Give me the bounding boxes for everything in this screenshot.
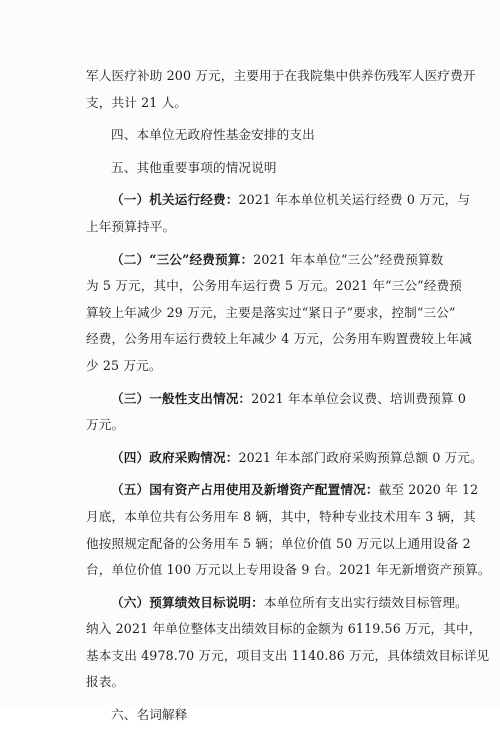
subsection-5-text: 截至 2020 年 12	[378, 482, 479, 498]
subsection-5-title: （五）国有资产占用使用及新增资产配置情况：	[111, 482, 379, 498]
subsection-5-line: 月底，本单位共有公务用车 8 辆，其中，特种专业技术用车 3 辆，其	[86, 508, 476, 524]
subsection-1-text: 2021 年本单位机关运行经费 0 万元，与	[238, 192, 471, 208]
subsection-4-line	[86, 445, 483, 472]
subsection-6-line: 报表。	[86, 674, 125, 690]
subsection-1-title: （一）机关运行经费：	[111, 192, 239, 208]
subsection-2-line	[86, 247, 444, 274]
section-heading-6: 六、名词解释	[111, 707, 188, 723]
subsection-2-line: 经费，公务用车运行费较上年减少 4 万元，公务用车购置费较上年减	[86, 331, 473, 347]
subsection-6-title: （六）预算绩效目标说明：	[111, 594, 264, 610]
subsection-2-title: （二）“三公”经费预算：	[111, 251, 254, 267]
subsection-6-line: 纳入 2021 年单位整体支出绩效目标的金额为 6119.56 万元，其中，	[86, 621, 482, 637]
subsection-3-title: （三）一般性支出情况：	[111, 390, 252, 406]
paragraph-line: 军人医疗补助 200 万元，主要用于在我院集中供养伤残军人医疗费开	[86, 68, 476, 83]
subsection-3-text: 2021 年本单位会议费、培训费预算 0	[251, 390, 466, 406]
subsection-4-text: 2021 年本部门政府采购预算总额 0 万元。	[238, 449, 483, 465]
subsection-6-text: 本单位所有支出实行绩效目标管理。	[263, 594, 468, 610]
subsection-5-line	[86, 477, 479, 504]
subsection-1-line	[86, 187, 471, 214]
document-body	[86, 63, 491, 729]
subsection-1-line: 上年预算持平。	[86, 218, 176, 234]
subsection-2-line: 少 25 万元。	[86, 357, 162, 373]
subsection-4-title: （四）政府采购情况：	[111, 449, 239, 465]
subsection-5-line: 台，单位价值 100 万元以上专用设备 9 台。2021 年无新增资产预算。	[86, 562, 491, 578]
section-heading-5: 五、其他重要事项的情况说明	[111, 159, 277, 175]
subsection-6-line: 基本支出 4978.70 万元，项目支出 1140.86 万元，具体绩效目标详见	[86, 647, 490, 663]
subsection-6-line	[86, 590, 468, 617]
subsection-3-line: 万元。	[86, 417, 125, 433]
subsection-2-line: 算较上年减少 29 万元，主要是落实过“紧日子”要求，控制“三公”	[86, 304, 456, 320]
paragraph-line: 支，共计 21 人。	[86, 94, 188, 110]
section-heading-4: 四、本单位无政府性基金安排的支出	[111, 127, 315, 143]
subsection-5-line: 他按照规定配备的公务用车 5 辆；单位价值 50 万元以上通用设备 2	[86, 535, 471, 551]
subsection-2-text: 2021 年本单位“三公”经费预算数	[253, 251, 444, 267]
subsection-3-line	[86, 386, 466, 413]
subsection-2-line: 为 5 万元，其中，公务用车运行费 5 万元。2021 年“三公”经费预	[86, 278, 463, 294]
